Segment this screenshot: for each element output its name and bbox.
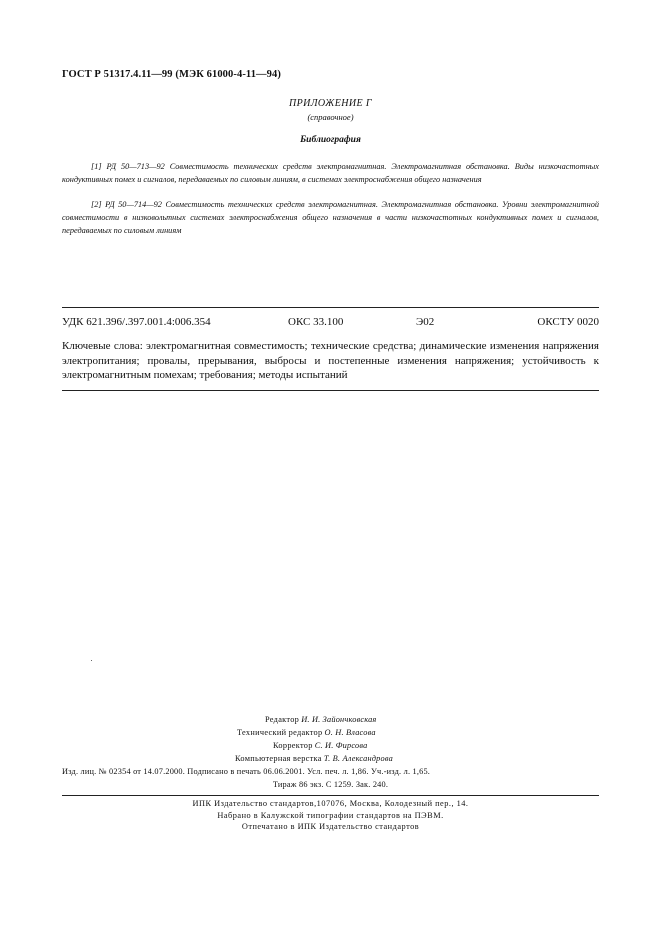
- oks-code: ОКС 33.100: [288, 316, 344, 328]
- publisher-line-3: Отпечатано в ИПК Издательство стандартов: [241, 822, 420, 831]
- okstu-code: ОКСТУ 0020: [537, 316, 599, 328]
- document-header: ГОСТ Р 51317.4.11—99 (МЭК 61000-4-11—94): [62, 69, 281, 80]
- publisher-line-2: Набрано в Калужской типографии стандартов на ПЭВМ.: [217, 810, 444, 820]
- tech-editor-label: Технический редактор: [237, 728, 323, 737]
- editor-name: И. И. Зайончковская: [301, 715, 377, 724]
- keywords: Ключевые слова: электромагнитная совместимость; технические средства; динамические изменения напряжения электропитания; провалы, прерывания, выбросы и постепенные изменения напряжения; устойчивость к электромагнитным помехам; требования; методы испытаний: [62, 340, 599, 381]
- divider-top: [62, 307, 599, 308]
- udk-code: УДК 621.396/.397.001.4:006.354: [62, 316, 211, 328]
- corrector-label: Корректор: [273, 741, 313, 750]
- layout-name: Т. В. Александрова: [323, 754, 393, 763]
- publisher-block: [0, 798, 661, 833]
- bibliography-title: Библиография: [300, 135, 361, 145]
- editor-label: Редактор: [265, 715, 300, 724]
- publisher-line-1: ИПК Издательство стандартов,107076, Москва, Колодезный пер., 14.: [192, 799, 469, 808]
- divider-keywords: [62, 390, 599, 391]
- stray-mark: [91, 660, 92, 661]
- bibliography-item-2: [2] РД 50—714—92 Совместимость технических средств электромагнитная. Электромагнитная обстановка. Уровни электромагнитной совместимости в низковольтных системах электроснабжения общего назначения в части низкочастотных кондуктивных помех и сигналов, передаваемых по силовым линиям: [62, 200, 599, 235]
- credit-tech-editor: [200, 726, 460, 739]
- credit-layout: [200, 752, 460, 765]
- credit-corrector: [200, 739, 460, 752]
- printing-info-line-2: Тираж 86 экз. С 1259. Зак. 240.: [272, 780, 389, 789]
- credit-editor: [200, 713, 460, 726]
- credits-block: [200, 713, 460, 765]
- layout-label: Компьютерная верстка: [235, 754, 322, 763]
- appendix-title: ПРИЛОЖЕНИЕ Г: [289, 98, 372, 109]
- bibliography-item-1: [1] РД 50—713—92 Совместимость технических средств электромагнитная. Электромагнитная обстановка. Виды низкочастотных кондуктивных помех и сигналов, передаваемых по силовым линиям, в системах электроснабжения общего назначения: [62, 162, 599, 184]
- tech-editor-name: О. Н. Власова: [324, 728, 376, 737]
- corrector-name: С. И. Фирсова: [314, 741, 368, 750]
- appendix-subtitle: (справочное): [307, 112, 354, 122]
- printing-info-line-1: Изд. лиц. № 02354 от 14.07.2000. Подписано в печать 06.06.2001. Усл. печ. л. 1,86. Уч.-изд. л. 1,65.: [62, 767, 431, 776]
- divider-publisher: [62, 795, 599, 796]
- group-code: Э02: [416, 316, 435, 328]
